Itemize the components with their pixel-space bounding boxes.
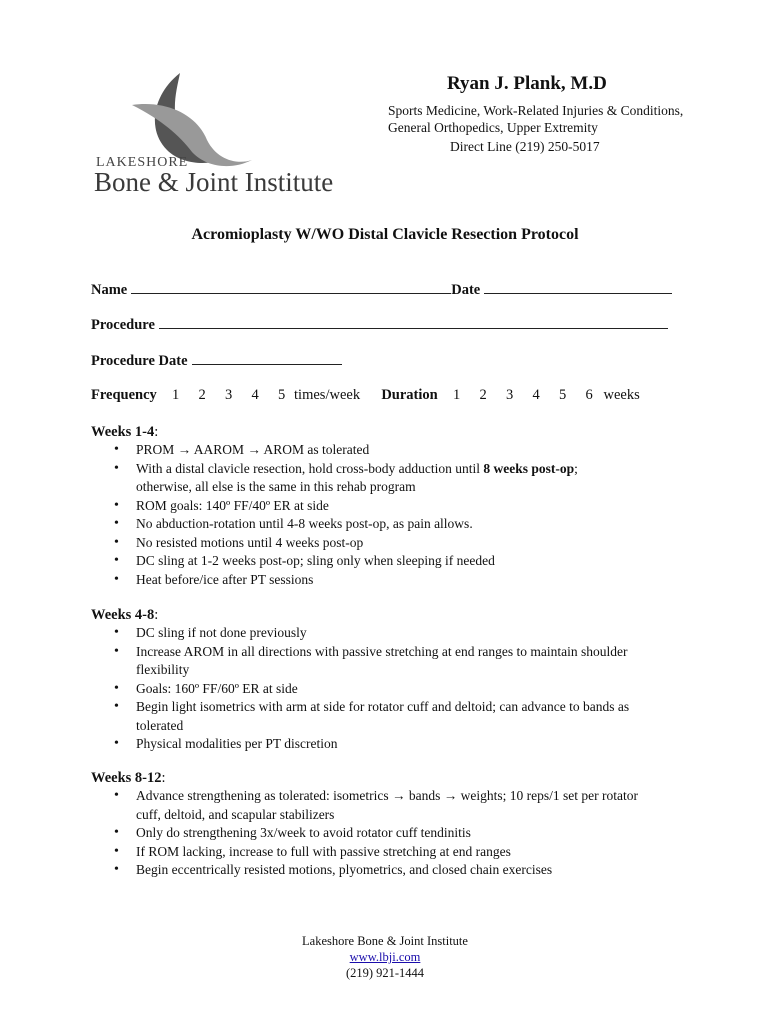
website-link[interactable]: www.lbji.com (349, 950, 421, 964)
list-item: • DC sling at 1-2 weeks post-op; sling only when sleeping if needed (91, 552, 691, 571)
list-item: • Physical modalities per PT discretion (91, 735, 651, 754)
duration-option[interactable]: 1 (452, 387, 461, 403)
direct-line: Direct Line (219) 250-5017 (450, 139, 600, 154)
duration-label: Duration (381, 387, 438, 403)
list-item: • Increase AROM in all directions with passive stretching at end ranges to maintain shoulder flexibility (91, 643, 651, 680)
frequency-option[interactable]: 2 (198, 387, 206, 403)
list-item: • PROM → AAROM → AROM as tolerated (91, 441, 691, 460)
page-title: Acromioplasty W/WO Distal Clavicle Resection Protocol (191, 226, 579, 243)
section-heading: Weeks 8-12: (91, 770, 166, 786)
name-label: Name (91, 282, 128, 298)
doctor-name: Ryan J. Plank, M.D (447, 73, 607, 94)
footer (0, 933, 770, 981)
list-item: • With a distal clavicle resection, hold cross-body adduction until 8 weeks post-op; otherwise, all else is the same in this rehab program (91, 460, 691, 497)
bullet-list (91, 787, 651, 880)
bullet-list (91, 624, 651, 754)
bullet-list (91, 441, 691, 589)
frequency-option[interactable]: 1 (172, 387, 180, 403)
list-item: • ROM goals: 140º FF/40º ER at side (91, 497, 691, 516)
frequency-unit: times/week (294, 387, 361, 403)
specialties-line-1: Sports Medicine, Work-Related Injuries & Conditions, (388, 103, 684, 118)
section-weeks-1-4 (91, 424, 691, 589)
section-heading: Weeks 1-4: (91, 424, 159, 440)
footer-phone: (219) 921-1444 (345, 966, 425, 980)
frequency-option[interactable]: 5 (278, 387, 286, 403)
frequency-option[interactable]: 3 (225, 387, 233, 403)
procedure-field[interactable] (91, 317, 668, 334)
duration-option[interactable]: 5 (558, 387, 567, 403)
date-line[interactable] (484, 292, 672, 294)
list-item: • Heat before/ice after PT sessions (91, 571, 691, 590)
list-item: • Begin eccentrically resisted motions, plyometrics, and closed chain exercises (91, 861, 651, 880)
logo-big-text: Bone & Joint Institute (94, 167, 334, 197)
list-item: • Goals: 160º FF/60º ER at side (91, 680, 651, 699)
list-item: • Advance strengthening as tolerated: isometrics → bands → weights; 10 reps/1 set per rotator cuff, deltoid, and scapular stabilizers (91, 787, 651, 824)
date-label: Date (451, 282, 481, 298)
duration-option[interactable]: 6 (585, 387, 593, 403)
list-item: • No resisted motions until 4 weeks post-op (91, 534, 691, 553)
procedure-date-label: Procedure Date (91, 353, 188, 369)
logo-small-text: LAKESHORE (96, 155, 189, 170)
procedure-date-line[interactable] (192, 363, 342, 365)
duration-option[interactable]: 3 (505, 387, 514, 403)
specialties (388, 102, 728, 136)
procedure-label: Procedure (91, 317, 155, 333)
section-weeks-4-8 (91, 607, 691, 754)
name-line[interactable] (131, 292, 451, 294)
list-item: • DC sling if not done previously (91, 624, 651, 643)
frequency-label: Frequency (91, 387, 157, 403)
duration-option[interactable]: 2 (479, 387, 487, 403)
list-item: • Only do strengthening 3x/week to avoid rotator cuff tendinitis (91, 824, 651, 843)
section-heading: Weeks 4-8: (91, 607, 159, 623)
list-item: • No abduction-rotation until 4-8 weeks post-op, as pain allows. (91, 515, 691, 534)
frequency-option[interactable]: 4 (251, 387, 259, 403)
name-field[interactable] (91, 282, 672, 299)
duration-unit: weeks (603, 387, 640, 403)
footer-org: Lakeshore Bone & Joint Institute (302, 934, 468, 948)
list-item: • If ROM lacking, increase to full with passive stretching at end ranges (91, 843, 651, 862)
list-item: • Begin light isometrics with arm at side for rotator cuff and deltoid; can advance to bands as tolerated (91, 698, 651, 735)
duration-option[interactable]: 4 (532, 387, 540, 403)
frequency-duration-row (91, 387, 640, 404)
section-weeks-8-12 (91, 770, 691, 880)
specialties-line-2: General Orthopedics, Upper Extremity (388, 120, 598, 135)
procedure-line[interactable] (159, 327, 668, 329)
procedure-date-field[interactable] (91, 353, 342, 370)
